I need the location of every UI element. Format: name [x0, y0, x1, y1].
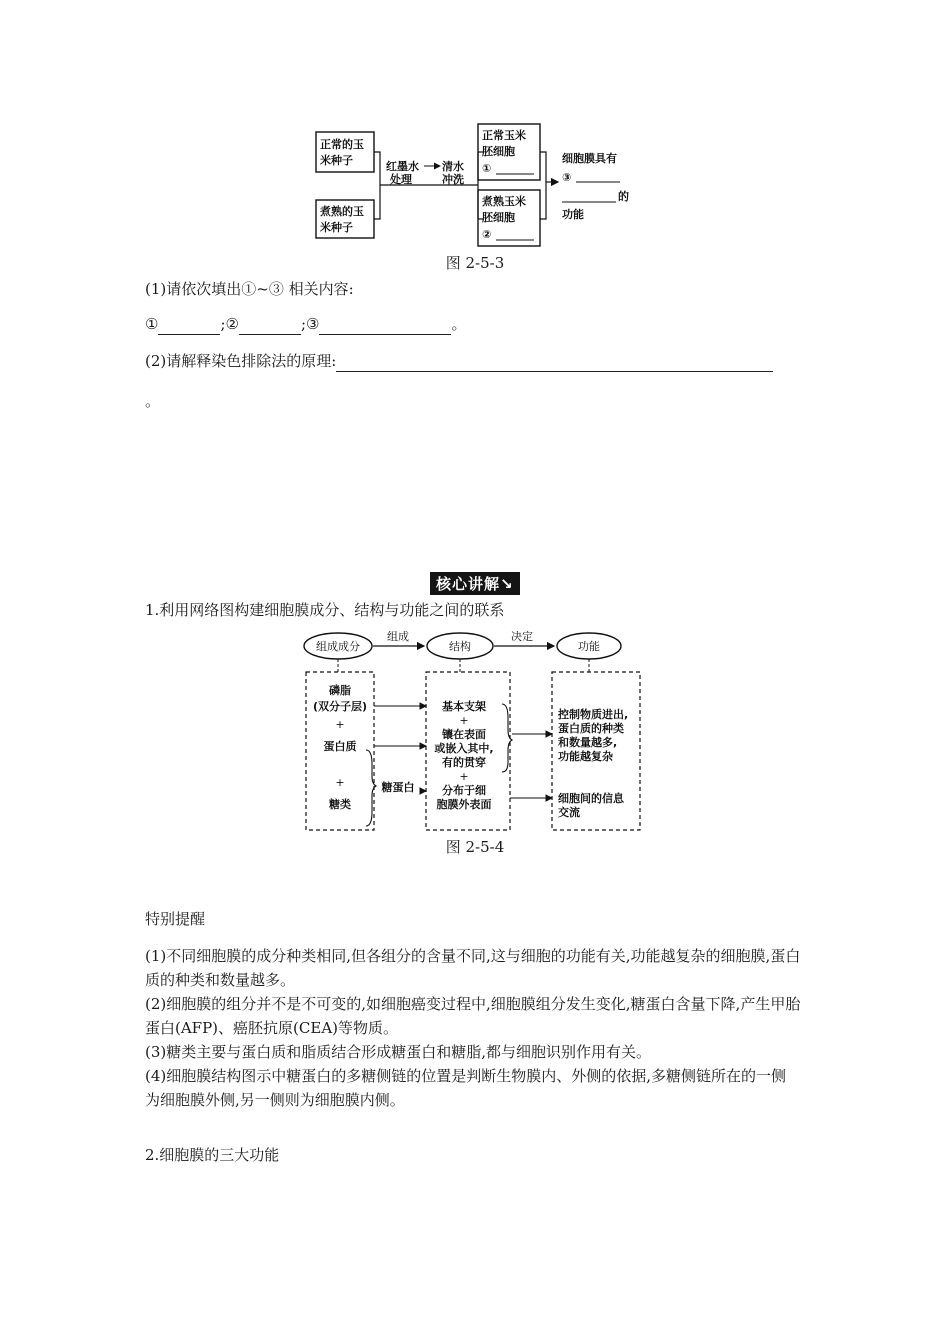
answer-line [145, 313, 467, 335]
answer-1-blank[interactable] [158, 318, 220, 335]
note-4: (4)细胞膜结构图示中糖蛋白的多糖侧链的位置是判断生物膜内、外侧的依据,多糖侧链所在的一侧为细胞膜外侧,另一侧则为细胞膜内侧。 [145, 1067, 787, 1109]
figure-2-5-3 [300, 120, 650, 250]
conclusion-line1: 细胞膜具有 [562, 152, 617, 165]
boiled-cell-line1: 煮熟玉米 [482, 195, 526, 208]
note-2: (2)细胞膜的组分并不是不可变的,如细胞癌变过程中,细胞膜组分发生变化,糖蛋白含量下降,产生甲胎蛋白(AFP)、癌胚抗原(CEA)等物质。 [145, 995, 801, 1037]
figure-2-5-4 [300, 626, 650, 836]
step-rinse-line2: 冲洗 [442, 173, 464, 186]
question-2 [145, 350, 773, 372]
arrow-compose-label: 组成 [387, 630, 409, 643]
normal-cell-line2: 胚细胞 [482, 145, 515, 158]
question-2-text: (2)请解释染色排除法的原理: [145, 352, 337, 370]
answer-2-blank[interactable] [239, 318, 301, 335]
struct-embed-3: 有的贯穿 [442, 756, 486, 769]
section-1-title: 1.利用网络图构建细胞膜成分、结构与功能之间的联系 [145, 601, 505, 619]
comp-sugar: 糖类 [329, 798, 351, 811]
comp-bilayer: (双分子层) [312, 700, 368, 713]
comp-protein: 蛋白质 [323, 740, 357, 753]
answer-3-blank[interactable] [319, 318, 451, 335]
question-2-blank[interactable] [336, 355, 773, 372]
oval-composition: 组成成分 [316, 640, 360, 653]
struct-plus-2: + [459, 770, 469, 783]
section-2-title: 2.细胞膜的三大功能 [145, 1146, 280, 1164]
struct-frame: 基本支架 [442, 700, 486, 713]
conclusion-blank-3: ③ [562, 171, 572, 184]
question-1: (1)请依次填出①~③ 相关内容: [145, 280, 354, 298]
step-rinse-line1: 清水 [442, 160, 464, 173]
answer-1-label: ① [145, 315, 159, 333]
special-reminder-title: 特别提醒 [145, 910, 206, 928]
struct-plus-1: + [459, 714, 469, 727]
answer-2-label: ;② [220, 315, 239, 333]
struct-surface-2: 胞膜外表面 [436, 798, 492, 811]
normal-seed-line1: 正常的玉 [320, 138, 364, 151]
glycoprotein-label: 糖蛋白 [381, 781, 415, 794]
conclusion-line3: 功能 [562, 208, 584, 221]
struct-embed-1: 镶在表面 [442, 728, 486, 741]
boiled-seed-line1: 煮熟的玉 [320, 205, 364, 218]
func-control-3: 和数量越多, [558, 736, 618, 749]
struct-embed-2: 或嵌入其中, [434, 742, 494, 755]
normal-cell-blank-1: ① [482, 162, 492, 175]
arrow-decide-label: 决定 [511, 630, 533, 643]
step-red-ink-line1: 红墨水 [386, 160, 419, 173]
answer-3-label: ;③ [300, 315, 320, 333]
boiled-cell-blank-2: ② [482, 228, 492, 241]
note-1: (1)不同细胞膜的成分种类相同,但各组分的含量不同,这与细胞的功能有关,功能越复杂的细胞膜,蛋白质的种类和数量越多。 [145, 947, 801, 989]
normal-seed-line2: 米种子 [320, 154, 353, 167]
oval-structure: 结构 [449, 640, 471, 653]
figure-2-5-4-caption: 图 2-5-4 [445, 838, 505, 856]
comp-plus-1: + [335, 718, 345, 731]
struct-surface-1: 分布于细 [442, 784, 486, 797]
boiled-cell-line2: 胚细胞 [482, 211, 515, 224]
comp-plus-2: + [335, 776, 345, 789]
boiled-seed-line2: 米种子 [320, 221, 353, 234]
core-explanation-banner: 核心讲解↘ [430, 572, 520, 595]
func-signal-2: 交流 [558, 806, 580, 819]
figure-2-5-3-caption: 图 2-5-3 [445, 254, 505, 272]
oval-function: 功能 [578, 640, 600, 653]
func-signal-1: 细胞间的信息 [558, 792, 624, 805]
conclusion-de: 的 [618, 190, 629, 203]
func-control-1: 控制物质进出, [558, 708, 629, 721]
answer-end: 。 [451, 315, 467, 333]
special-notes [145, 944, 801, 1112]
comp-phospholipid: 磷脂 [329, 684, 351, 697]
func-control-4: 功能越复杂 [558, 750, 613, 763]
note-3: (3)糖类主要与蛋白质和脂质结合形成糖蛋白和糖脂,都与细胞识别作用有关。 [145, 1043, 652, 1061]
normal-cell-line1: 正常玉米 [482, 129, 526, 142]
func-control-2: 蛋白质的种类 [558, 722, 624, 735]
step-red-ink-line2: 处理 [390, 173, 412, 186]
question-2-end: 。 [145, 392, 161, 410]
